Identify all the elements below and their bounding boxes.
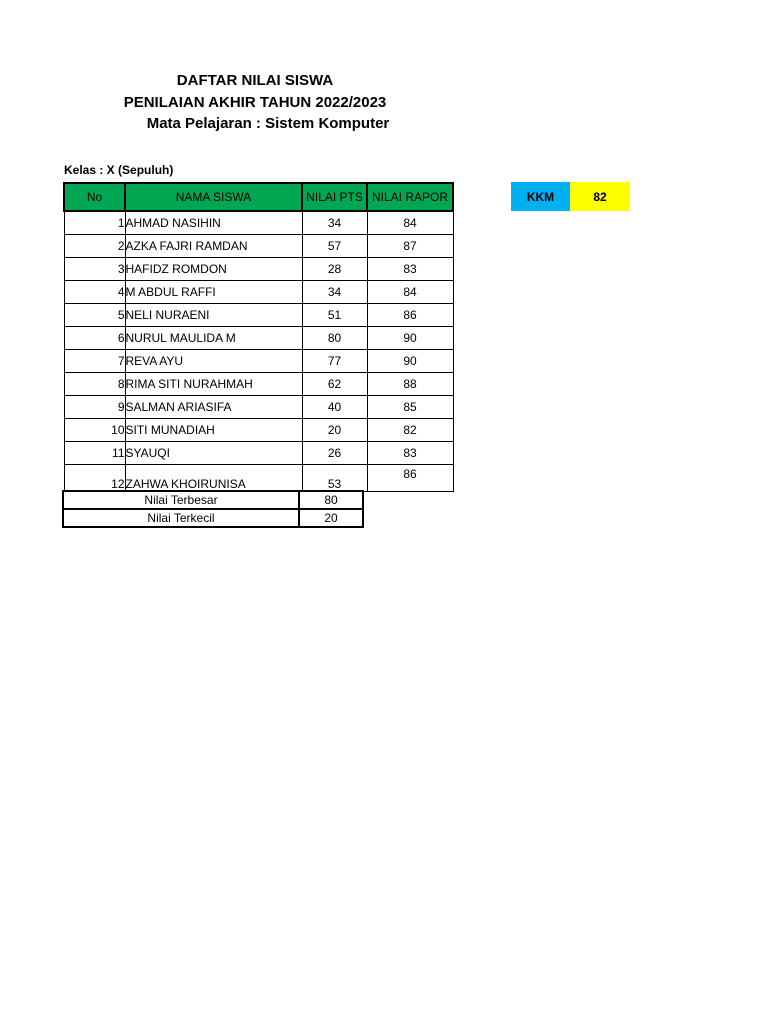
- table-row: [64, 396, 453, 419]
- cell-name: SALMAN ARIASIFA: [125, 396, 302, 419]
- cell-pts: 80: [302, 327, 367, 350]
- table-row: [64, 304, 453, 327]
- cell-rapor: 84: [367, 281, 453, 304]
- class-label: Kelas : X (Sepuluh): [64, 163, 174, 177]
- title-line-2: PENILAIAN AKHIR TAHUN 2022/2023: [123, 93, 387, 111]
- cell-no: 9: [64, 396, 125, 419]
- cell-name: NELI NURAENI: [125, 304, 302, 327]
- table-row: [64, 258, 453, 281]
- cell-rapor: 88: [367, 373, 453, 396]
- cell-rapor: 90: [367, 327, 453, 350]
- cell-pts: 53: [302, 465, 367, 492]
- cell-rapor: 90: [367, 350, 453, 373]
- cell-pts: 20: [302, 419, 367, 442]
- cell-pts: 57: [302, 235, 367, 258]
- cell-no: 8: [64, 373, 125, 396]
- cell-rapor: 86: [367, 465, 453, 492]
- cell-name: HAFIDZ ROMDON: [125, 258, 302, 281]
- table-row: [64, 373, 453, 396]
- cell-no: 7: [64, 350, 125, 373]
- table-row: [64, 211, 453, 235]
- cell-pts: 77: [302, 350, 367, 373]
- cell-no: 3: [64, 258, 125, 281]
- min-score-label: Nilai Terkecil: [63, 509, 299, 527]
- cell-pts: 40: [302, 396, 367, 419]
- cell-pts: 51: [302, 304, 367, 327]
- cell-no: 11: [64, 442, 125, 465]
- kkm-label: KKM: [511, 182, 570, 211]
- cell-name: ZAHWA KHOIRUNISA: [125, 465, 302, 492]
- max-score-label: Nilai Terbesar: [63, 491, 299, 509]
- kkm-value: 82: [570, 182, 630, 211]
- table-row: [64, 327, 453, 350]
- column-header-no: No: [64, 183, 125, 211]
- column-header-rapor: NILAI RAPOR: [367, 183, 453, 211]
- cell-name: AZKA FAJRI RAMDAN: [125, 235, 302, 258]
- cell-no: 10: [64, 419, 125, 442]
- cell-name: SITI MUNADIAH: [125, 419, 302, 442]
- cell-name: M ABDUL RAFFI: [125, 281, 302, 304]
- cell-pts: 26: [302, 442, 367, 465]
- cell-rapor: 83: [367, 258, 453, 281]
- cell-no: 1: [64, 211, 125, 235]
- column-header-name: NAMA SISWA: [125, 183, 302, 211]
- table-row: [64, 465, 453, 492]
- table-row: [64, 442, 453, 465]
- table-row: [64, 235, 453, 258]
- cell-pts: 34: [302, 211, 367, 235]
- cell-no: 2: [64, 235, 125, 258]
- cell-name: AHMAD NASIHIN: [125, 211, 302, 235]
- cell-rapor: 84: [367, 211, 453, 235]
- table-row: [64, 419, 453, 442]
- cell-name: RIMA SITI NURAHMAH: [125, 373, 302, 396]
- table-header-row: [64, 183, 453, 211]
- cell-name: NURUL MAULIDA M: [125, 327, 302, 350]
- summary-row-min: [63, 509, 363, 527]
- table-row: [64, 350, 453, 373]
- cell-no: 4: [64, 281, 125, 304]
- column-header-pts: NILAI PTS: [302, 183, 367, 211]
- title-line-3: Mata Pelajaran : Sistem Komputer: [146, 115, 390, 132]
- cell-rapor: 82: [367, 419, 453, 442]
- document-title: [100, 70, 410, 135]
- summary-row-max: [63, 491, 363, 509]
- cell-rapor: 85: [367, 396, 453, 419]
- min-score-value: 20: [299, 509, 363, 527]
- cell-no: 12: [64, 465, 125, 492]
- title-line-1: DAFTAR NILAI SISWA: [176, 72, 334, 89]
- cell-pts: 28: [302, 258, 367, 281]
- cell-no: 5: [64, 304, 125, 327]
- grades-table: [63, 182, 454, 492]
- cell-pts: 34: [302, 281, 367, 304]
- table-row: [64, 281, 453, 304]
- cell-pts: 62: [302, 373, 367, 396]
- cell-rapor: 87: [367, 235, 453, 258]
- cell-name: REVA AYU: [125, 350, 302, 373]
- max-score-value: 80: [299, 491, 363, 509]
- cell-no: 6: [64, 327, 125, 350]
- cell-name: SYAUQI: [125, 442, 302, 465]
- cell-rapor: 83: [367, 442, 453, 465]
- cell-rapor: 86: [367, 304, 453, 327]
- summary-table: [62, 490, 364, 528]
- kkm-box: [511, 182, 630, 211]
